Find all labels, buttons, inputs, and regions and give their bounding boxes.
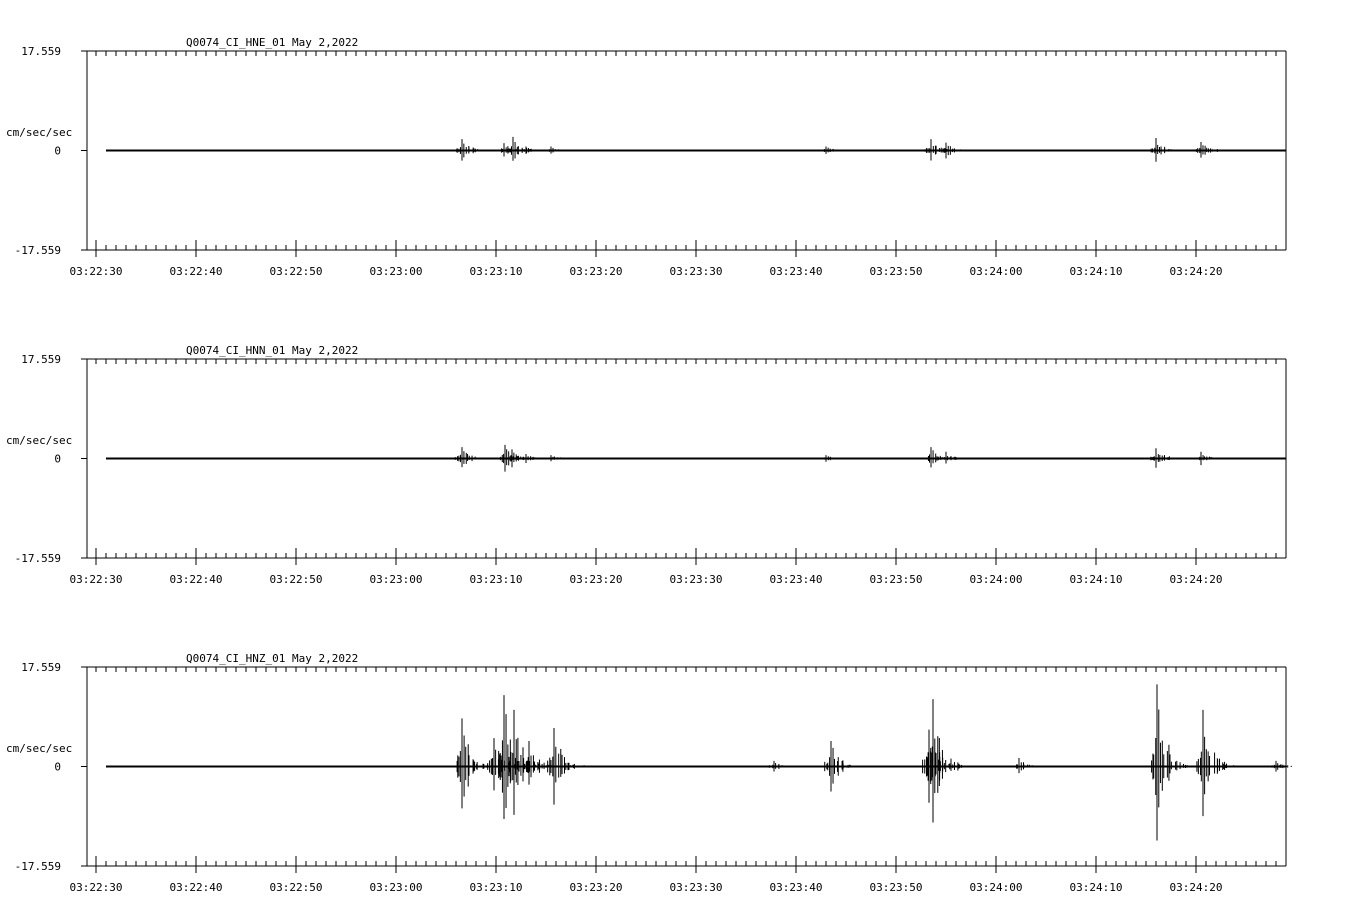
x-tick-label: 03:22:30 — [69, 573, 123, 586]
x-tick-label: 03:23:50 — [869, 573, 923, 586]
seismic-trace — [457, 137, 1218, 162]
x-tick-label: 03:23:00 — [369, 265, 423, 278]
trace-burst — [927, 699, 962, 822]
x-tick-label: 03:23:40 — [769, 573, 823, 586]
seismic-trace — [457, 684, 1291, 840]
trace-burst — [1271, 761, 1291, 772]
y-axis-label: cm/sec/sec — [6, 434, 73, 447]
x-tick-label: 03:23:10 — [469, 573, 523, 586]
x-tick-label: 03:24:10 — [1069, 573, 1123, 586]
x-tick-label: 03:23:00 — [369, 573, 423, 586]
y-axis-label: cm/sec/sec — [6, 126, 73, 139]
x-tick-label: 03:22:50 — [269, 881, 323, 894]
trace-burst — [507, 137, 531, 161]
chart-title: Q0074_CI_HNN_01 May 2,2022 — [186, 344, 359, 357]
y-tick-label: -17.559 — [14, 552, 61, 565]
x-tick-label: 03:22:30 — [69, 265, 123, 278]
y-tick-label: 0 — [54, 144, 61, 158]
x-tick-label: 03:24:00 — [969, 881, 1023, 894]
x-tick-label: 03:22:50 — [269, 265, 323, 278]
y-tick-label: 0 — [54, 760, 61, 774]
x-tick-label: 03:23:00 — [369, 881, 423, 894]
seismogram-panel-hne — [6, 36, 1286, 278]
x-tick-label: 03:23:40 — [769, 881, 823, 894]
chart-title: Q0074_CI_HNZ_01 May 2,2022 — [186, 652, 359, 665]
x-tick-label: 03:24:20 — [1169, 881, 1223, 894]
x-tick-label: 03:24:00 — [969, 265, 1023, 278]
x-tick-label: 03:23:50 — [869, 881, 923, 894]
y-tick-label: 17.559 — [21, 45, 61, 58]
x-tick-label: 03:23:30 — [669, 881, 723, 894]
x-tick-label: 03:23:30 — [669, 573, 723, 586]
x-tick-label: 03:22:30 — [69, 881, 123, 894]
x-tick-label: 03:23:10 — [469, 265, 523, 278]
y-tick-label: 17.559 — [21, 353, 61, 366]
trace-burst — [457, 718, 492, 808]
trace-burst — [524, 741, 557, 785]
trace-burst — [455, 447, 482, 467]
x-tick-label: 03:23:20 — [569, 573, 623, 586]
seismogram-panel-hnz — [6, 652, 1291, 894]
y-axis-label: cm/sec/sec — [6, 742, 73, 755]
seismogram-panel-hnn — [6, 344, 1286, 586]
x-tick-label: 03:22:50 — [269, 573, 323, 586]
x-tick-label: 03:24:10 — [1069, 881, 1123, 894]
x-tick-label: 03:23:30 — [669, 265, 723, 278]
x-tick-label: 03:23:40 — [769, 265, 823, 278]
trace-burst — [1197, 710, 1234, 816]
chart-title: Q0074_CI_HNE_01 May 2,2022 — [186, 36, 359, 49]
x-tick-label: 03:23:10 — [469, 881, 523, 894]
x-tick-label: 03:23:20 — [569, 265, 623, 278]
x-tick-label: 03:22:40 — [169, 573, 223, 586]
x-tick-label: 03:23:50 — [869, 265, 923, 278]
y-tick-label: -17.559 — [14, 244, 61, 257]
trace-burst — [1152, 684, 1188, 840]
x-tick-label: 03:23:20 — [569, 881, 623, 894]
x-tick-label: 03:24:20 — [1169, 573, 1223, 586]
x-tick-label: 03:22:40 — [169, 265, 223, 278]
y-tick-label: 0 — [54, 452, 61, 466]
x-tick-label: 03:24:10 — [1069, 265, 1123, 278]
y-tick-label: 17.559 — [21, 661, 61, 674]
x-tick-label: 03:24:20 — [1169, 265, 1223, 278]
x-tick-label: 03:24:00 — [969, 573, 1023, 586]
x-tick-label: 03:22:40 — [169, 881, 223, 894]
y-tick-label: -17.559 — [14, 860, 61, 873]
